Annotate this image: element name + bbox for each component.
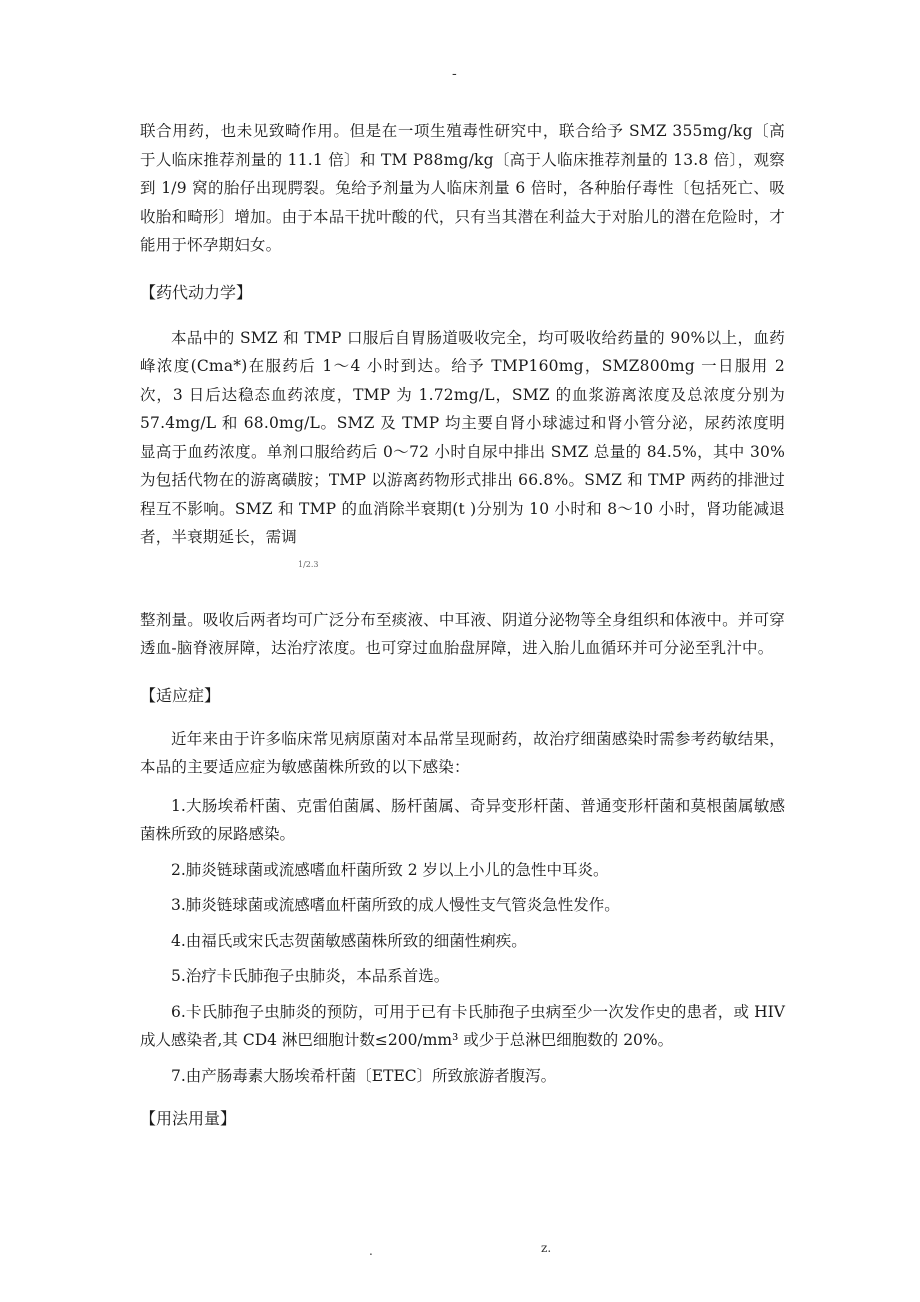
header-mark: -	[452, 66, 457, 82]
paragraph-indications-intro: 近年来由于许多临床常见病原菌对本品常呈现耐药，故治疗细菌感染时需参考药敏结果，本品的主要适应症为敏感菌株所致的以下感染：	[140, 729, 785, 776]
list-item: 4.由福氏或宋氏志贺菌敏感菌株所致的细菌性痢疾。	[171, 931, 527, 950]
heading-indications: 【适应症】	[140, 685, 221, 705]
document-body	[140, 117, 785, 1132]
page-number: 1/2.3	[298, 559, 319, 569]
list-item: 7.由产肠毒素大肠埃希杆菌〔ETEC〕所致旅游者腹泻。	[171, 1066, 557, 1085]
list-item: 1.大肠埃希杆菌、克雷伯菌属、肠杆菌属、奇异变形杆菌、普通变形杆菌和莫根菌属敏感菌株所致的尿路感染。	[140, 796, 785, 843]
list-item: 5.治疗卡氏肺孢子虫肺炎，本品系首选。	[171, 967, 450, 985]
list-item: 6.卡氏肺孢子虫肺炎的预防，可用于已有卡氏肺孢子虫病至少一次发作史的患者，或 HIV 成人感染者,其 CD4 淋巴细胞计数≤200/mm³ 或少于总淋巴细胞数的 20%。	[140, 1002, 785, 1049]
paragraph-pharmacokinetics: 本品中的 SMZ 和 TMP 口服后自胃肠道吸收完全，均可吸收给药量的 90%以上，血药峰浓度(Cma*)在服药后 1～4 小时到达。给予 TMP160mg，SMZ800mg 一日服用 2 次，3 日后达稳态血药浓度，TMP 为 1.72mg/L，SMZ 的血浆游离浓度及总浓度分别为 57.4mg/L 和 68.0mg/L。SMZ 及 TMP 均主要自肾小球滤过和肾小管分泌，尿药浓度明显高于血药浓度。单剂口服给药后 0～72 小时自尿中排出 SMZ 总量的 84.5%，其中 30%为包括代物在的游离磺胺；TMP 以游离药物形式排出 66.8%。SMZ 和 TMP 两药的排泄过程互不影响。SMZ 和 TMP 的血消除半衰期(t )分别为 10 小时和 8～10 小时，肾功能减退者，半衰期延长，需调	[140, 328, 785, 546]
heading-dosage: 【用法用量】	[140, 1109, 237, 1128]
paragraph-pregnancy: 联合用药，也未见致畸作用。但是在一项生殖毒性研究中，联合给予 SMZ 355mg/kg〔高于人临床推荐剂量的 11.1 倍〕和 TM P88mg/kg〔高于人临床推荐剂量的 13.8 倍〕，观察到 1/9 窝的胎仔出现腭裂。兔给予剂量为人临床剂量 6 倍时，各种胎仔毒性〔包括死亡、吸收胎和畸形〕增加。由于本品干扰叶酸的代，只有当其潜在利益大于对胎儿的潜在危险时，才能用于怀孕期妇女。	[140, 122, 785, 254]
list-item: 2.肺炎链球菌或流感嗜血杆菌所致 2 岁以上小儿的急性中耳炎。	[171, 860, 609, 879]
footer-right-mark: z.	[541, 1241, 552, 1255]
heading-pharmacokinetics: 【药代动力学】	[140, 282, 253, 302]
list-item: 3.肺炎链球菌或流感嗜血杆菌所致的成人慢性支气管炎急性发作。	[171, 896, 620, 914]
footer-left-mark: .	[369, 1244, 373, 1258]
indications-list	[140, 792, 785, 1091]
paragraph-pharmacokinetics-continued: 整剂量。吸收后两者均可广泛分布至痰液、中耳液、阴道分泌物等全身组织和体液中。并可穿透血-脑脊液屏障，达治疗浓度。也可穿过血胎盘屏障，进入胎儿血循环并可分泌至乳汁中。	[140, 610, 785, 657]
